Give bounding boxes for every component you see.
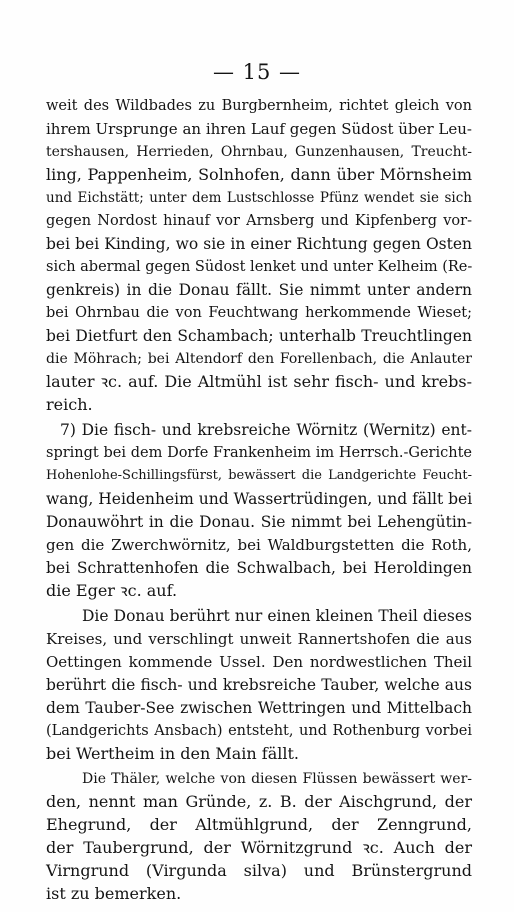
text-line-11: bei Dietfurt den Schambach; unterhalb Treuchtlingen [46,327,472,345]
text-line-6: gegen Nordost hinauf vor Arnsberg und Kipfenberg vor- [46,213,472,229]
text-line-27: dem Tauber-See zwischen Wettringen und Mittelbach [46,699,472,717]
text-line-24: Kreises, und verschlingt unweit Rannertshofen die aus [46,630,472,648]
text-line-34: Virngrund (Virgunda silva) und Brünstergrund [46,861,472,880]
text-line-29: bei Wertheim in den Main fällt. [46,744,299,763]
text-line-12: die Möhrach; bei Altendorf den Forellenbach, die Anlauter [46,351,472,367]
text-line-2: ihrem Ursprunge an ihren Lauf gegen Südost über Leu- [46,120,472,138]
text-line-25: Oettingen kommende Ussel. Den nordwestlichen Theil [46,653,472,671]
page-number-header: — 15 — [212,60,302,84]
text-line-35: ist zu bemerken. [46,884,182,903]
text-line-26: berührt die fisch- und krebsreiche Tauber, welche aus [46,676,472,694]
text-line-9: genkreis) in die Donau fällt. Sie nimmt unter andern [46,281,472,299]
text-line-14: reich. [46,395,93,414]
text-line-31: den, nennt man Gründe, z. B. der Aischgrund, der [46,792,472,811]
text-line-19: Donauwöhrt in die Donau. Sie nimmt bei Lehengütin- [46,513,472,531]
text-line-8: sich abermal gegen Südost lenket und unter Kelheim (Re- [46,259,473,275]
text-line-30: Die Thäler, welche von diesen Flüssen bewässert wer- [82,771,472,787]
text-line-20: gen die Zwerchwörnitz, bei Waldburgstetten die Roth, [46,536,472,554]
text-line-1: weit des Wildbades zu Burgbernheim, richtet gleich von [46,98,472,114]
text-line-23: Die Donau berührt nur einen kleinen Theil dieses [82,607,472,625]
text-line-15: 7) Die fisch- und krebsreiche Wörnitz (Wernitz) ent- [60,421,472,439]
text-line-33: der Taubergrund, der Wörnitzgrund ꝛc. Auch der [46,838,472,857]
text-line-17: Hohenlohe-Schillingsfürst, bewässert die Landgerichte Feucht- [46,468,472,483]
text-line-22: die Eger ꝛc. auf. [46,581,178,600]
text-line-3: tershausen, Herrieden, Ohrnbau, Gunzenhausen, Treucht- [46,144,472,160]
text-line-13: lauter ꝛc. auf. Die Altmühl ist sehr fisch- und krebs- [46,372,472,391]
text-line-32: Ehegrund, der Altmühlgrund, der Zenngrund, [46,815,472,834]
text-line-7: bei bei Kinding, wo sie in einer Richtung gegen Osten [46,235,472,253]
text-line-21: bei Schrattenhofen die Schwalbach, bei Heroldingen [46,559,472,577]
text-line-28: (Landgerichts Ansbach) entsteht, und Rothenburg vorbei [46,723,472,739]
text-line-16: springt bei dem Dorfe Frankenheim im Herrsch.-Gerichte [46,445,472,461]
text-line-4: ling, Pappenheim, Solnhofen, dann über Mörnsheim [46,165,472,184]
text-line-5: und Eichstätt; unter dem Lustschlosse Pfünz wendet sie sich [46,190,472,206]
text-line-10: bei Ohrnbau die von Feuchtwang herkommende Wieset; [46,305,472,321]
text-line-18: wang, Heidenheim und Wassertrüdingen, und fällt bei [46,490,473,508]
